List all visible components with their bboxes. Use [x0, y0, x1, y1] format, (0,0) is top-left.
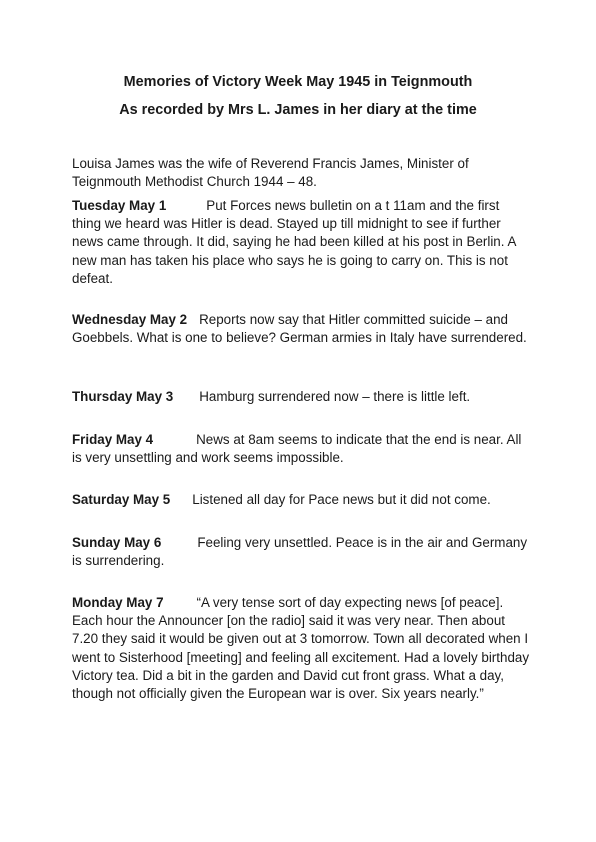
document-subtitle: As recorded by Mrs L. James in her diary at the time — [119, 102, 477, 118]
diary-entry-may-1 — [72, 197, 532, 288]
entry-date: Sunday May 6 — [72, 535, 162, 550]
diary-entry-may-3 — [72, 388, 532, 406]
entry-text: “A very tense sort of day expecting news [of peace]. Each hour the Announcer [on the radio] said it was very near. Then about 7.20 they said it would be given out at 3 tomorrow. Town all decorated when I went to Sisterhood [meeting] and feeling all excitement. Had a lovely birthday Victory tea. Did a bit in the garden and David cut front grass. What a day, though not officially given the European war is over. Six years nearly.” — [72, 595, 530, 702]
diary-entry-may-5 — [72, 491, 532, 509]
diary-entry-may-4 — [72, 431, 532, 467]
intro-paragraph: Louisa James was the wife of Reverend Francis James, Minister of Teignmouth Methodist Church 1944 – 48. — [72, 156, 469, 190]
entry-date: Wednesday May 2 — [72, 312, 188, 327]
entry-date: Monday May 7 — [72, 595, 164, 610]
entry-text: Listened all day for Pace news but it did not come. — [192, 492, 491, 507]
entry-date: Friday May 4 — [72, 432, 154, 447]
entry-date: Thursday May 3 — [72, 389, 174, 404]
entry-text: News at 8am seems to indicate that the end is near. All is very unsettling and work seems impossible. — [72, 432, 522, 466]
entry-date: Tuesday May 1 — [72, 198, 167, 213]
entry-text: Hamburg surrendered now – there is little left. — [199, 389, 471, 404]
diary-entry-may-7 — [72, 594, 532, 703]
entry-text: Put Forces news bulletin on a t 11am and the first thing we heard was Hitler is dead. Stayed up till midnight to see if further news came through. It did, saying he had been killed at his post in Berlin. A new man has taken his place who says he is going to carry on. This is not defeat. — [72, 198, 516, 286]
diary-entry-may-6 — [72, 534, 532, 570]
document-title: Memories of Victory Week May 1945 in Teignmouth — [123, 74, 473, 90]
entry-text: Reports now say that Hitler committed suicide – and Goebbels. What is one to believe? German armies in Italy have surrendered. — [72, 312, 527, 346]
entry-text: Feeling very unsettled. Peace is in the air and Germany is surrendering. — [72, 535, 528, 569]
diary-entry-may-2 — [72, 311, 532, 347]
entry-date: Saturday May 5 — [72, 492, 171, 507]
